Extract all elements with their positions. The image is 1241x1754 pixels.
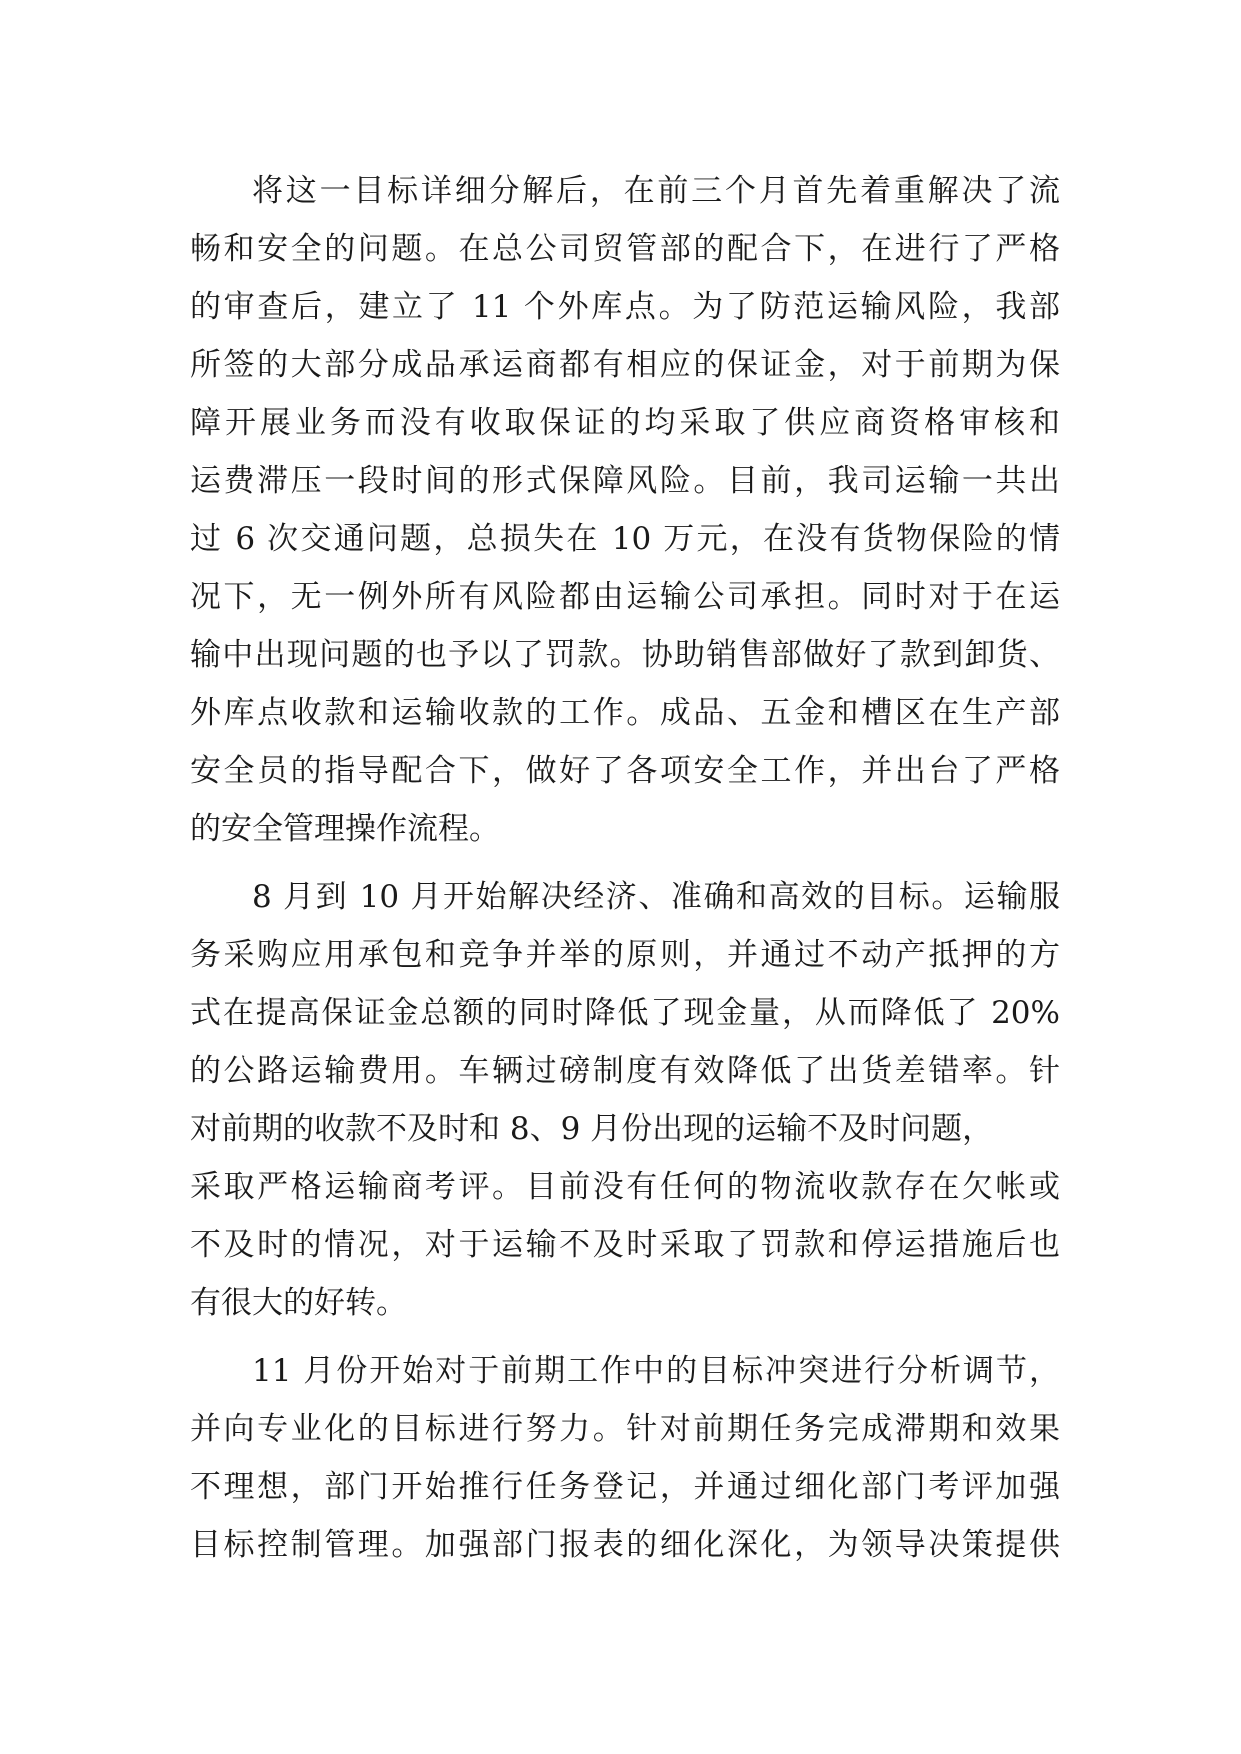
paragraph-line: 不及时的情况，对于运输不及时采取了罚款和停运措施后也 xyxy=(190,1227,1060,1263)
paragraph-line: 过 6 次交通问题，总损失在 10 万元，在没有货物保险的情 xyxy=(190,521,1060,557)
paragraph-line: 输中出现问题的也予以了罚款。协助销售部做好了款到卸货、 xyxy=(190,637,1060,673)
paragraph-line: 的公路运输费用。车辆过磅制度有效降低了出货差错率。针 xyxy=(190,1053,1060,1089)
paragraph-1 xyxy=(190,162,1060,858)
paragraph-line: 式在提高保证金总额的同时降低了现金量，从而降低了 20% xyxy=(190,995,1060,1031)
paragraph-line: 有很大的好转。 xyxy=(190,1285,407,1321)
paragraph-line: 并向专业化的目标进行努力。针对前期任务完成滞期和效果 xyxy=(190,1411,1060,1447)
paragraph-line: 将这一目标详细分解后，在前三个月首先着重解决了流 xyxy=(252,173,1060,209)
document-body xyxy=(190,162,1060,1574)
paragraph-line: 8 月到 10 月开始解决经济、准确和高效的目标。运输服 xyxy=(252,879,1060,915)
paragraph-3 xyxy=(190,1342,1060,1574)
paragraph-line: 畅和安全的问题。在总公司贸管部的配合下，在进行了严格 xyxy=(190,231,1060,267)
paragraph-line: 的安全管理操作流程。 xyxy=(190,811,500,847)
paragraph-line: 所签的大部分成品承运商都有相应的保证金，对于前期为保 xyxy=(190,347,1060,383)
paragraph-line: 对前期的收款不及时和 8、9 月份出现的运输不及时问题， xyxy=(190,1111,994,1147)
paragraph-line: 外库点收款和运输收款的工作。成品、五金和槽区在生产部 xyxy=(190,695,1060,731)
paragraph-line: 况下，无一例外所有风险都由运输公司承担。同时对于在运 xyxy=(190,579,1060,615)
paragraph-line: 安全员的指导配合下，做好了各项安全工作，并出台了严格 xyxy=(190,753,1060,789)
paragraph-line: 11 月份开始对于前期工作中的目标冲突进行分析调节， xyxy=(252,1353,1060,1389)
paragraph-line: 不理想，部门开始推行任务登记，并通过细化部门考评加强 xyxy=(190,1469,1060,1505)
paragraph-line: 目标控制管理。加强部门报表的细化深化，为领导决策提供 xyxy=(190,1527,1060,1563)
paragraph-line: 运费滞压一段时间的形式保障风险。目前，我司运输一共出 xyxy=(190,463,1060,499)
paragraph-line: 采取严格运输商考评。目前没有任何的物流收款存在欠帐或 xyxy=(190,1169,1060,1205)
paragraph-2 xyxy=(190,868,1060,1332)
paragraph-line: 务采购应用承包和竞争并举的原则，并通过不动产抵押的方 xyxy=(190,937,1060,973)
paragraph-line: 障开展业务而没有收取保证的均采取了供应商资格审核和 xyxy=(190,405,1060,441)
paragraph-line: 的审查后，建立了 11 个外库点。为了防范运输风险，我部 xyxy=(190,289,1060,325)
